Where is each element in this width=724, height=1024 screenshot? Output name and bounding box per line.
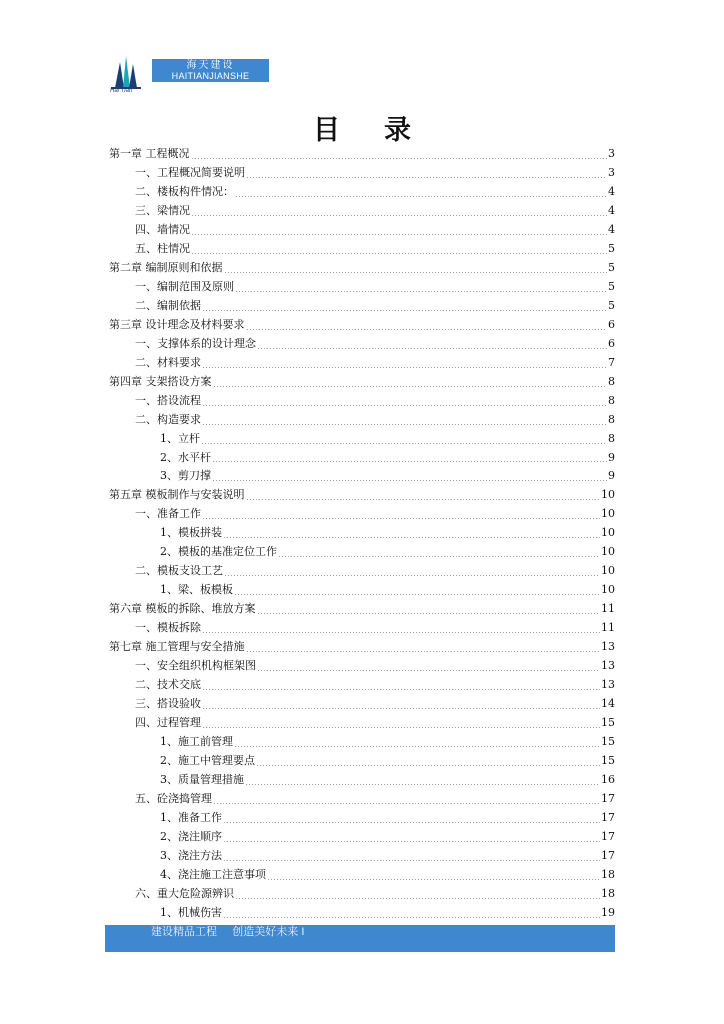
toc-entry[interactable] (109, 885, 615, 904)
toc-dot-leader (224, 575, 600, 576)
toc-entry[interactable] (109, 524, 615, 543)
toc-dot-leader (257, 670, 600, 671)
toc-entry-page: 13 (601, 640, 615, 654)
toc-entry-page: 10 (601, 583, 615, 597)
toc-entry[interactable] (109, 562, 615, 581)
toc-entry-label: 二、构造要求 (135, 412, 201, 426)
toc-entry[interactable] (109, 752, 615, 771)
toc-entry-label: 一、编制范围及原则 (135, 279, 234, 293)
toc-entry-label: 二、编制依据 (135, 298, 201, 312)
toc-dot-leader (191, 234, 607, 235)
toc-dot-leader (223, 917, 600, 918)
toc-entry-label: 六、重大危险源辨识 (135, 886, 234, 900)
toc-entry-label: 第七章 施工管理与安全措施 (109, 640, 245, 654)
toc-entry[interactable] (109, 240, 615, 259)
table-of-contents (109, 145, 615, 923)
company-banner (152, 59, 269, 82)
toc-entry-label: 二、材料要求 (135, 355, 201, 369)
toc-entry-page: 18 (601, 886, 615, 900)
toc-entry-page: 8 (608, 374, 615, 388)
toc-entry-page: 10 (601, 526, 615, 540)
toc-entry[interactable] (109, 828, 615, 847)
toc-entry[interactable] (109, 657, 615, 676)
toc-entry-page: 13 (601, 678, 615, 692)
footer-bar (105, 925, 615, 952)
toc-entry-page: 3 (608, 165, 615, 179)
toc-entry-page: 15 (601, 754, 615, 767)
toc-dot-leader (202, 632, 600, 633)
toc-dot-leader (202, 518, 600, 519)
toc-dot-leader (267, 879, 600, 880)
toc-dot-leader (234, 746, 600, 747)
toc-entry-label: 一、安全组织机构框架图 (135, 659, 256, 673)
company-name-cn: 海天建设 (186, 60, 235, 71)
toc-entry[interactable] (109, 619, 615, 638)
toc-entry-page: 10 (601, 564, 615, 578)
toc-entry[interactable] (109, 904, 615, 923)
page-title: 目录 (313, 115, 455, 146)
toc-entry-page: 10 (601, 545, 615, 559)
toc-dot-leader (235, 196, 607, 197)
toc-entry-page: 5 (608, 298, 615, 312)
toc-entry-label: 1、立杆 (160, 431, 200, 445)
toc-entry-page: 14 (601, 697, 615, 711)
toc-dot-leader (235, 291, 607, 292)
toc-entry-page: 3 (608, 147, 615, 160)
toc-entry[interactable] (109, 183, 615, 202)
toc-dot-leader (223, 860, 600, 861)
footer-slogan: 建设精品工程 创造美好未来 I (151, 926, 305, 938)
toc-entry[interactable] (109, 392, 615, 411)
toc-dot-leader (223, 841, 600, 842)
toc-entry[interactable] (109, 714, 615, 733)
toc-entry[interactable] (109, 676, 615, 695)
toc-entry[interactable] (109, 297, 615, 316)
toc-dot-leader (202, 708, 600, 709)
toc-entry-page: 5 (608, 241, 615, 255)
toc-dot-leader (278, 556, 600, 557)
toc-entry-page: 8 (608, 393, 615, 407)
toc-entry[interactable] (109, 695, 615, 714)
toc-entry[interactable] (109, 771, 615, 790)
toc-entry-label: 三、梁情况 (135, 203, 190, 217)
toc-entry[interactable] (109, 278, 615, 297)
toc-dot-leader (202, 727, 600, 728)
toc-entry-label: 第一章 工程概况 (109, 147, 190, 160)
toc-entry[interactable] (109, 373, 615, 392)
toc-entry[interactable] (109, 259, 615, 278)
toc-entry[interactable] (109, 543, 615, 562)
toc-entry[interactable] (109, 790, 615, 809)
toc-entry-label: 二、楼板构件情况： (135, 184, 234, 198)
toc-entry-label: 第五章 模板制作与安装说明 (109, 488, 245, 502)
toc-dot-leader (213, 803, 600, 804)
toc-dot-leader (202, 689, 600, 690)
toc-entry-page: 11 (601, 621, 615, 635)
toc-entry-label: 1、准备工作 (160, 810, 222, 824)
toc-entry-label: 第四章 支架搭设方案 (109, 374, 212, 388)
toc-entry-label: 五、砼浇捣管理 (135, 791, 212, 805)
toc-dot-leader (256, 765, 600, 766)
toc-entry-label: 一、支撑体系的设计理念 (135, 336, 256, 350)
toc-entry-label: 四、墙情况 (135, 222, 190, 236)
toc-dot-leader (223, 537, 600, 538)
company-name-en: HAITIANJIANSHE (171, 71, 250, 81)
toc-dot-leader (224, 272, 608, 273)
toc-entry-label: 1、机械伤害 (160, 905, 222, 919)
toc-entry-label: 二、技术交底 (135, 678, 201, 692)
toc-dot-leader (246, 499, 601, 500)
toc-entry[interactable] (109, 486, 615, 505)
toc-entry[interactable] (109, 164, 615, 183)
toc-entry-label: 一、准备工作 (135, 507, 201, 521)
toc-entry-label: 1、梁、板模板 (160, 583, 233, 597)
toc-entry-label: 三、搭设验收 (135, 697, 201, 711)
toc-entry-page: 17 (601, 791, 615, 805)
toc-entry[interactable] (109, 411, 615, 430)
toc-entry-page: 13 (601, 659, 615, 673)
toc-dot-leader (246, 177, 607, 178)
toc-dot-leader (212, 480, 607, 481)
toc-entry-label: 四、过程管理 (135, 716, 201, 730)
toc-dot-leader (202, 405, 607, 406)
toc-entry-page: 10 (601, 488, 615, 502)
toc-entry[interactable] (109, 202, 615, 221)
toc-dot-leader (245, 784, 600, 785)
toc-entry[interactable] (109, 581, 615, 600)
toc-entry[interactable] (109, 335, 615, 354)
toc-dot-leader (202, 367, 607, 368)
toc-entry[interactable] (109, 449, 615, 468)
toc-entry-label: 2、模板的基准定位工作 (160, 545, 277, 559)
toc-entry-label: 一、工程概况简要说明 (135, 165, 245, 179)
toc-entry-label: 1、施工前管理 (160, 735, 233, 749)
toc-entry-page: 5 (608, 260, 615, 274)
toc-entry[interactable] (109, 733, 615, 752)
toc-entry-page: 19 (601, 905, 615, 919)
toc-dot-leader (201, 443, 607, 444)
toc-entry-page: 6 (608, 317, 615, 331)
toc-entry-label: 2、施工中管理要点 (160, 754, 255, 767)
toc-entry-page: 6 (608, 336, 615, 350)
toc-entry-page: 9 (608, 450, 615, 464)
toc-entry[interactable] (109, 847, 615, 866)
toc-entry-page: 8 (608, 412, 615, 426)
toc-entry-page: 11 (601, 602, 615, 616)
toc-dot-leader (191, 158, 608, 159)
toc-entry-label: 一、搭设流程 (135, 393, 201, 407)
toc-entry-label: 第三章 设计理念及材料要求 (109, 317, 245, 331)
toc-entry-page: 16 (601, 772, 615, 786)
toc-dot-leader (234, 594, 600, 595)
toc-dot-leader (246, 329, 608, 330)
toc-entry-label: 2、浇注顺序 (160, 829, 222, 843)
toc-entry-page: 17 (601, 829, 615, 843)
toc-entry-label: 2、水平杆 (160, 450, 211, 464)
toc-entry-page: 4 (608, 203, 615, 217)
toc-entry-page: 17 (601, 810, 615, 824)
toc-dot-leader (246, 651, 601, 652)
toc-entry-page: 5 (608, 279, 615, 293)
toc-entry-page: 7 (608, 355, 615, 369)
toc-entry-page: 17 (601, 848, 615, 862)
toc-entry-page: 15 (601, 735, 615, 749)
toc-entry[interactable] (109, 145, 615, 164)
toc-entry[interactable] (109, 354, 615, 373)
toc-entry[interactable] (109, 600, 615, 619)
toc-entry-page: 4 (608, 222, 615, 236)
toc-entry[interactable] (109, 430, 615, 449)
toc-entry-label: 一、模板拆除 (135, 621, 201, 635)
toc-dot-leader (235, 898, 600, 899)
toc-entry[interactable] (109, 505, 615, 524)
toc-dot-leader (257, 348, 607, 349)
toc-entry-label: 3、剪刀撑 (160, 469, 211, 483)
toc-entry[interactable] (109, 866, 615, 885)
toc-entry-page: 15 (601, 716, 615, 730)
toc-dot-leader (212, 461, 607, 462)
toc-dot-leader (191, 253, 607, 254)
toc-dot-leader (191, 215, 607, 216)
toc-entry-label: 1、模板拼装 (160, 526, 222, 540)
toc-entry[interactable] (109, 221, 615, 240)
toc-entry-page: 4 (608, 184, 615, 198)
toc-entry-label: 3、浇注方法 (160, 848, 222, 862)
toc-entry-label: 五、柱情况 (135, 241, 190, 255)
toc-entry-page: 18 (601, 867, 615, 881)
logo-caption: Hai Tian (110, 88, 133, 94)
toc-entry[interactable] (109, 809, 615, 828)
toc-dot-leader (257, 613, 601, 614)
toc-entry[interactable] (109, 638, 615, 657)
toc-entry-label: 二、模板支设工艺 (135, 564, 223, 578)
toc-entry-label: 4、浇注施工注意事项 (160, 867, 266, 881)
toc-dot-leader (202, 310, 607, 311)
toc-entry-page: 10 (601, 507, 615, 521)
toc-entry-page: 9 (608, 469, 615, 483)
toc-entry-page: 8 (608, 431, 615, 445)
toc-dot-leader (223, 822, 600, 823)
toc-entry-label: 第六章 模板的拆除、堆放方案 (109, 602, 256, 616)
company-logo-icon (106, 54, 146, 90)
toc-entry-label: 3、质量管理措施 (160, 772, 244, 786)
toc-dot-leader (213, 386, 608, 387)
toc-entry[interactable] (109, 467, 615, 486)
toc-entry-label: 第二章 编制原则和依据 (109, 260, 223, 274)
toc-dot-leader (202, 424, 607, 425)
toc-entry[interactable] (109, 316, 615, 335)
